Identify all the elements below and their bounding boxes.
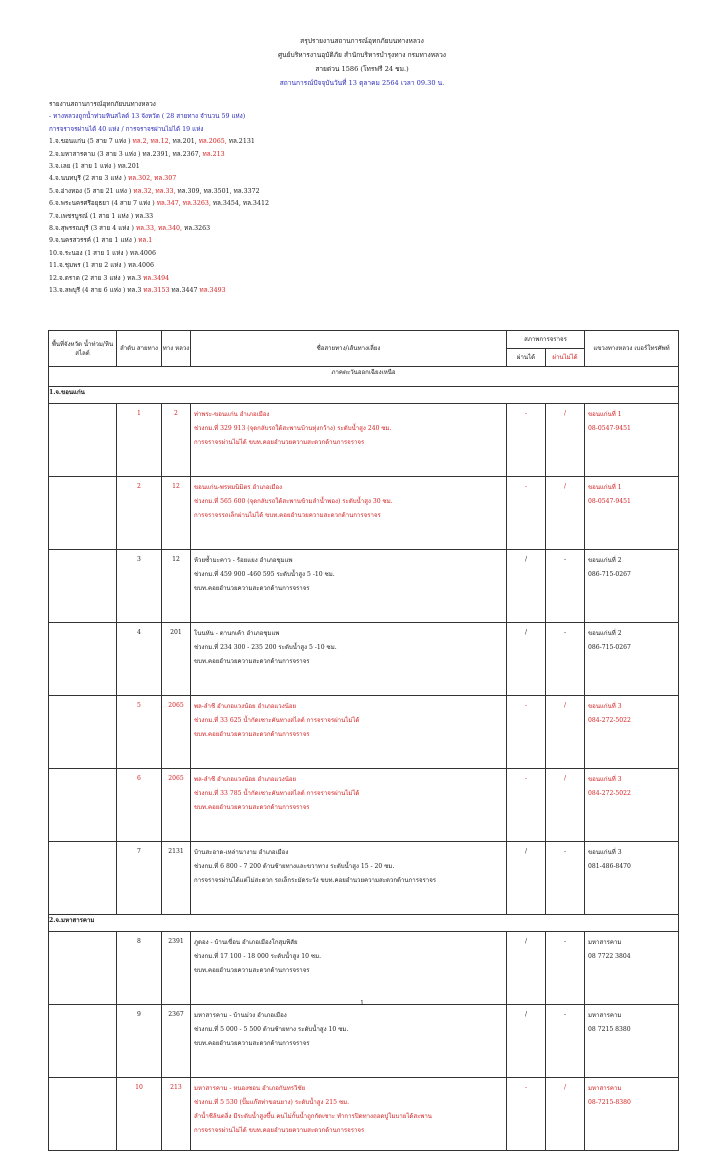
route-cell: [191, 404, 507, 477]
province-summary-name: 4.จ.นนทบุรี (2 สาย 3 แห่ง ): [49, 175, 127, 183]
route-line: ขบท.คอยอำนวยความสะดวกด้านการจราจร: [194, 658, 310, 665]
route-line: ลำน้ำชีล้นตลิ่ง มีระดับน้ำสูงขึ้น คนไม่กั้นน้ำถูกกัดเซาะ ทำการปิดทางถอดปูโมบายได้สะพาน: [194, 1113, 432, 1120]
province-summary-name: 9.จ.นครสวรรค์ (1 สาย 1 แห่ง ): [49, 237, 137, 245]
road-cell: 201: [162, 623, 191, 696]
office-name: ขอนแก่นที่ 1: [588, 411, 622, 418]
nopass-cell: /: [546, 404, 585, 477]
road-cell: 2131: [162, 842, 191, 915]
route-line: การจราจรผ่านไม่ได้ ขบท.คอยอำนวยความสะดวกด้านการจราจร: [194, 439, 365, 446]
province-cell: [49, 769, 117, 842]
route-cell: [191, 1005, 507, 1078]
region-label: ภาคตะวันออกเฉียงเหนือ: [49, 367, 679, 387]
province-cell: [49, 1078, 117, 1151]
road-cell: 2391: [162, 932, 191, 1005]
province-summary-name: 2.จ.มหาสารคาม (3 สาย 3 แห่ง ): [49, 150, 141, 158]
road-code-blocked: ทล.340,: [158, 225, 183, 233]
region-row: [49, 367, 679, 387]
summary-affected: - ทางหลวงถูกน้ำท่วมหินสไลด์ 13 จังหวัด ( 28 สายทาง จำนวน 59 แห่ง): [49, 113, 246, 121]
header-datetime: สถานการณ์ปัจจุบันวันที่ 13 ตุลาคม 2564 เวลา 09.30 น.: [279, 79, 445, 87]
route-line: พล-ลำชี อำเภอแวงน้อย อำเภอแวงน้อย: [194, 776, 297, 783]
road-code-blocked: ทล.12,: [150, 138, 171, 146]
office-cell: [585, 842, 679, 915]
route-cell: [191, 1078, 507, 1151]
office-cell: [585, 477, 679, 550]
route-cell: [191, 696, 507, 769]
route-line: ขบท.คอยอำนวยความสะดวกด้านการจราจร: [194, 731, 310, 738]
pass-cell: -: [507, 769, 546, 842]
route-line: ขบท.คอยอำนวยความสะดวกด้านการจราจร: [194, 967, 310, 974]
province-summary-name: 1.จ.ขอนแก่น (5 สาย 7 แห่ง ): [49, 138, 131, 146]
pass-cell: /: [507, 550, 546, 623]
road-code: ทล.3412: [242, 200, 269, 208]
office-phone: 084-272-5022: [588, 717, 631, 724]
route-line: โนนหัน - ดานกเค้า อำเภอชุมแพ: [194, 630, 280, 637]
order-cell: 5: [117, 696, 162, 769]
route-line: ขอนแก่น-พรหมนิมิตร อำเภอเมือง: [194, 484, 283, 491]
office-phone: 086-715-0267: [588, 644, 631, 651]
route-cell: [191, 769, 507, 842]
road-code: ทล.2367,: [172, 150, 201, 158]
pass-cell: -: [507, 1078, 546, 1151]
office-phone: 08-0547-9451: [588, 498, 631, 505]
table-row: [49, 1005, 679, 1078]
table-row: [49, 477, 679, 550]
province-cell: [49, 696, 117, 769]
route-line: พล-ลำชี อำเภอแวงน้อย อำเภอแวงน้อย: [194, 703, 297, 710]
route-line: มหาสารคาม - บ้านม่วง อำเภอเมือง: [194, 1012, 287, 1019]
summary-traffic: การจราจรผ่านได้ 40 แห่ง / การจราจรผ่านไม่ได้ 19 แห่ง: [49, 125, 204, 133]
province-cell: [49, 842, 117, 915]
summary-title: รายงานสถานการณ์อุทกภัยบนทางหลวง: [49, 101, 156, 108]
table-row: [49, 842, 679, 915]
office-name: ขอนแก่นที่ 2: [588, 557, 622, 564]
office-cell: [585, 696, 679, 769]
office-phone: 086-715-0267: [588, 571, 631, 578]
road-cell: 2065: [162, 696, 191, 769]
route-line: การจราจรผ่านได้แต่ไม่สะดวก รถเล็กระมัดระวัง ขบท.คอยอำนวยความสะดวกด้านการจราจร: [194, 877, 437, 884]
road-code: ทล.3501,: [203, 187, 232, 195]
route-cell: [191, 623, 507, 696]
road-code-blocked: ทล.307: [154, 175, 177, 183]
office-cell: [585, 623, 679, 696]
nopass-cell: /: [546, 769, 585, 842]
route-cell: [191, 477, 507, 550]
province-label: 2.จ.มหาสารคาม: [49, 915, 679, 932]
office-cell: [585, 550, 679, 623]
nopass-cell: -: [546, 932, 585, 1005]
province-summary-name: 12.จ.ตราด (2 สาย 3 แห่ง ) ทล.3: [49, 274, 142, 282]
nopass-cell: -: [546, 842, 585, 915]
route-line: ขบท.คอยอำนวยความสะดวกด้านการจราจร: [194, 585, 310, 592]
table-row: [49, 769, 679, 842]
office-cell: [585, 769, 679, 842]
road-cell: 2367: [162, 1005, 191, 1078]
pass-cell: /: [507, 623, 546, 696]
route-line: ขบท.คอยอำนวยความสะดวกด้านการจราจร: [194, 1040, 310, 1047]
pass-cell: /: [507, 842, 546, 915]
route-line: ท่าพระ-ขอนแก่น อำเภอเมือง: [194, 411, 270, 418]
road-cell: 2065: [162, 769, 191, 842]
province-summary-name: 6.จ.พระนครศรีอยุธยา (4 สาย 7 แห่ง ): [49, 200, 155, 208]
office-name: ขอนแก่นที่ 3: [588, 849, 622, 856]
office-phone: 081-486-8470: [588, 863, 631, 870]
province-summary-name: 11.จ.ชุมพร (1 สาย 2 แห่ง ) ทล.4006: [49, 262, 154, 270]
office-name: มหาสารคาม: [588, 939, 622, 946]
road-cell: 213: [162, 1078, 191, 1151]
route-cell: [191, 842, 507, 915]
road-code-blocked: ทล.32,: [133, 187, 154, 195]
nopass-cell: /: [546, 477, 585, 550]
province-summary-item: [49, 223, 689, 235]
order-cell: 7: [117, 842, 162, 915]
table-row: [49, 550, 679, 623]
province-cell: [49, 404, 117, 477]
table-row: [49, 932, 679, 1005]
road-code: ทล.2131: [228, 138, 255, 146]
route-line: บ้านสะอาด-เหล่านางาม อำเภอเมือง: [194, 849, 289, 856]
province-summary-name: 7.จ.เพชรบูรณ์ (1 สาย 1 แห่ง ) ทล.33: [49, 212, 154, 220]
province-summary-item: [49, 235, 689, 247]
road-code: ทล.3454,: [212, 200, 241, 208]
nopass-cell: /: [546, 696, 585, 769]
province-summary-name: 3.จ.เลย (1 สาย 1 แห่ง ) ทล.201: [49, 163, 140, 171]
office-cell: [585, 404, 679, 477]
road-code-blocked: ทล.302,: [128, 175, 153, 183]
table-row: [49, 623, 679, 696]
road-code: ทล.3263: [184, 225, 211, 233]
office-phone: 08 7722 3804: [588, 953, 631, 960]
office-phone: 08 7215 8380: [588, 1026, 631, 1033]
header-traffic: สภาพการจราจร: [507, 331, 585, 349]
route-line: ช่วงกม.ที่ 5 530 (ปั๊มแก๊สท่าขอนยาง) ระดับน้ำสูง 215 ซม.: [194, 1099, 350, 1106]
province-label: 1.จ.ขอนแก่น: [49, 387, 679, 404]
pass-cell: /: [507, 1005, 546, 1078]
province-summary-item: [49, 273, 689, 285]
pass-cell: -: [507, 696, 546, 769]
province-summary-item: [49, 149, 689, 161]
province-cell: [49, 1005, 117, 1078]
province-summary-name: 8.จ.สุพรรณบุรี (3 สาย 4 แห่ง ): [49, 225, 134, 233]
province-summary-item: [49, 211, 689, 223]
route-line: ช่วงกม.ที่ 459 900 -460 595 ระดับน้ำสูง 5 -10 ซม.: [194, 571, 335, 578]
route-line: ช่วงกม.ที่ 329 913 (จุดกลับรถใต้สะพานบ้านทุ่งกว้าง) ระดับน้ำสูง 240 ซม.: [194, 425, 392, 432]
province-summary-name: 10.จ.ระนอง (1 สาย 1 แห่ง ) ทล.4006: [49, 249, 156, 257]
road-code: ทล.3447: [171, 287, 198, 295]
table-row: [49, 1078, 679, 1151]
nopass-cell: -: [546, 623, 585, 696]
report-header: [0, 34, 724, 90]
header-province: พื้นที่จังหวัด น้ำท่วม/หินสไลด์: [49, 331, 117, 367]
province-summary-item: [49, 260, 689, 272]
pass-cell: -: [507, 477, 546, 550]
road-code: ทล.2065,: [198, 138, 227, 146]
route-cell: [191, 932, 507, 1005]
route-line: ขบท.คอยอำนวยความสะดวกด้านการจราจร: [194, 804, 310, 811]
road-code: ทล.3372: [233, 187, 260, 195]
header-nopass: ผ่านไม่ได้: [546, 349, 585, 367]
road-cell: 12: [162, 477, 191, 550]
header-order: ลำดับ สายทาง: [117, 331, 162, 367]
flood-table: [48, 330, 679, 1151]
road-code-blocked: ทล.3153: [143, 287, 170, 295]
road-code-blocked: ทล.3494: [143, 274, 170, 282]
table-body: [49, 367, 679, 1151]
order-cell: 2: [117, 477, 162, 550]
pass-cell: -: [507, 404, 546, 477]
order-cell: 1: [117, 404, 162, 477]
route-line: ภูดอง - บ้านเขื่อน อำเภอเมืองโกสุมพิสัย: [194, 939, 298, 946]
province-cell: [49, 623, 117, 696]
road-code-blocked: ทล.1: [138, 237, 153, 245]
road-code-blocked: ทล.33,: [155, 187, 176, 195]
nopass-cell: -: [546, 550, 585, 623]
road-code-blocked: ทล.2,: [132, 138, 149, 146]
province-summary-item: [49, 161, 689, 173]
order-cell: 4: [117, 623, 162, 696]
route-line: ช่วงกม.ที่ 565 600 (จุดกลับรถใต้สะพานข้ามลำน้ำพอง) ระดับน้ำสูง 30 ซม.: [194, 498, 393, 505]
road-code-blocked: ทล.3263,: [182, 200, 211, 208]
order-cell: 6: [117, 769, 162, 842]
header-office: แขวงทางหลวง เบอร์โทรศัพท์: [585, 331, 679, 367]
route-line: ช่วงกม.ที่ 6 800 - 7 200 ด้านซ้ายทางและขวาทาง ระดับน้ำสูง 15 - 20 ซม.: [194, 863, 395, 870]
road-cell: 12: [162, 550, 191, 623]
nopass-cell: -: [546, 1005, 585, 1078]
route-cell: [191, 550, 507, 623]
road-code: ทล.3493: [199, 287, 226, 295]
office-name: มหาสารคาม: [588, 1085, 622, 1092]
province-row: [49, 915, 679, 932]
header-route: ชื่อสายทาง/เส้นทางเลี่ยง: [191, 331, 507, 367]
header-title: สรุปรายงานสถานการณ์อุทกภัยบนทางหลวง: [300, 37, 424, 45]
route-line: ช่วงกม.ที่ 33 785 น้ำกัดเซาะคันทางสไลด์ การจราจรผ่านไม่ได้: [194, 790, 360, 797]
office-cell: [585, 932, 679, 1005]
route-line: ห้วยซ้ำมะคาว - ร้อยแยง อำเภอชุมแพ: [194, 557, 293, 564]
order-cell: 8: [117, 932, 162, 1005]
road-code-blocked: ทล.347,: [156, 200, 181, 208]
order-cell: 10: [117, 1078, 162, 1151]
route-line: ช่วงกม.ที่ 5 000 - 5 500 ด้านซ้ายทาง ระดับน้ำสูง 10 ซม.: [194, 1026, 349, 1033]
header-hotline: สายด่วน 1586 (โทรฟรี 24 ชม.): [315, 65, 409, 73]
province-cell: [49, 477, 117, 550]
route-line: ช่วงกม.ที่ 33 625 น้ำกัดเซาะคันทางสไลด์ การจราจรผ่านไม่ได้: [194, 717, 360, 724]
office-phone: 08-7215-8380: [588, 1099, 631, 1106]
nopass-cell: /: [546, 1078, 585, 1151]
page-number: 1: [360, 1000, 364, 1007]
road-code: ทล.2391,: [142, 150, 171, 158]
road-code-blocked: ทล.33,: [135, 225, 157, 233]
route-line: การจราจรรถเล็กผ่านไม่ได้ ขบท.คอยอำนวยความสะดวกด้านการจราจร: [194, 512, 381, 519]
province-row: [49, 387, 679, 404]
province-cell: [49, 932, 117, 1005]
office-name: ขอนแก่นที่ 3: [588, 776, 622, 783]
province-summary-item: [49, 136, 689, 148]
province-cell: [49, 550, 117, 623]
table-row: [49, 404, 679, 477]
office-name: ขอนแก่นที่ 1: [588, 484, 622, 491]
office-cell: [585, 1078, 679, 1151]
office-name: ขอนแก่นที่ 2: [588, 630, 622, 637]
province-summary-item: [49, 198, 689, 210]
summary-section: [49, 99, 689, 298]
province-summary-item: [49, 248, 689, 260]
office-phone: 08-0547-9451: [588, 425, 631, 432]
office-name: ขอนแก่นที่ 3: [588, 703, 622, 710]
road-cell: 2: [162, 404, 191, 477]
header-center: ศูนย์บริหารงานอุบัติภัย สำนักบริหารบำรุงทาง กรมทางหลวง: [277, 51, 447, 59]
office-phone: 084-272-5022: [588, 790, 631, 797]
province-summary-name: 13.จ.ลพบุรี (4 สาย 6 แห่ง ) ทล.3: [49, 287, 142, 295]
route-line: ช่วงกม.ที่ 17 100 - 18 000 ระดับน้ำสูง 10 ซม.: [194, 953, 322, 960]
province-summary-name: 5.จ.อ่างทอง (5 สาย 21 แห่ง ): [49, 187, 132, 195]
road-code: ทล.201,: [172, 138, 197, 146]
province-summary-item: [49, 173, 689, 185]
office-cell: [585, 1005, 679, 1078]
pass-cell: /: [507, 932, 546, 1005]
route-line: ช่วงกม.ที่ 234 300 - 235 200 ระดับน้ำสูง 5 -10 ซม.: [194, 644, 337, 651]
road-code-blocked: ทล.213: [202, 150, 225, 158]
province-summary-item: [49, 186, 689, 198]
header-pass: ผ่านได้: [507, 349, 546, 367]
road-code: ทล.309,: [177, 187, 202, 195]
header-road: ทาง หลวง: [162, 331, 191, 367]
province-summary-item: [49, 285, 689, 297]
order-cell: 9: [117, 1005, 162, 1078]
table-row: [49, 696, 679, 769]
route-line: มหาสารคาม - หนองซอน อำเภอกันทรวิชัย: [194, 1085, 306, 1092]
province-list: [49, 136, 689, 297]
order-cell: 3: [117, 550, 162, 623]
route-line: การจราจรผ่านไม่ได้ ขบท.คอยอำนวยความสะดวกด้านการจราจร: [194, 1127, 365, 1134]
office-name: มหาสารคาม: [588, 1012, 622, 1019]
